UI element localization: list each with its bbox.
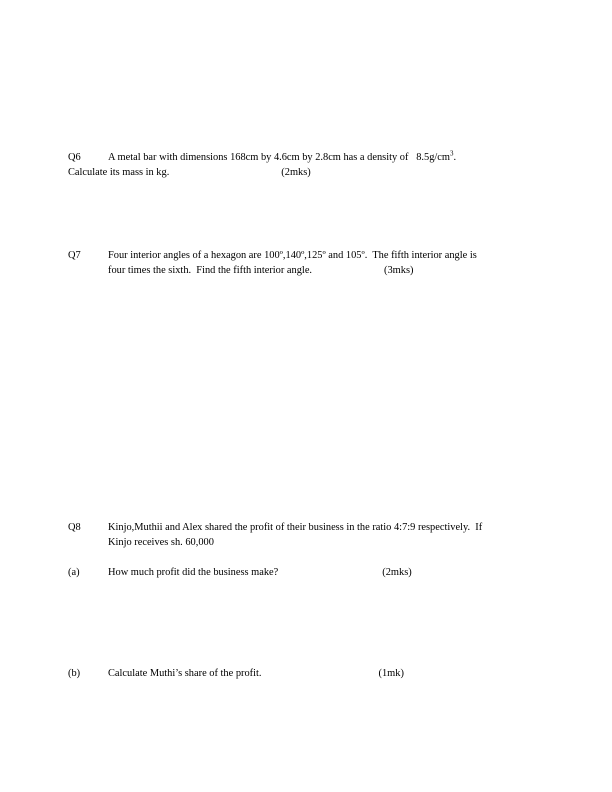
question-q6-density-value: 8.5g/cm <box>416 152 450 163</box>
question-q6-period: . <box>453 152 457 163</box>
question-q8b-body <box>108 666 546 681</box>
question-q8-line1: Kinjo,Muthii and Alex shared the profit of their business in the ratio 4:7:9 respectively. If <box>108 522 483 533</box>
question-block-q6 <box>68 150 538 180</box>
question-number-q6: Q6 <box>68 152 81 163</box>
question-q7-instruction: four times the sixth. Find the fifth interior angle. <box>108 265 313 277</box>
question-q6-line2 <box>68 165 538 180</box>
question-q6-superscript: 3 <box>449 149 454 158</box>
question-q7-line1: Four interior angles of a hexagon are 100º,140º,125º and 105º. The fifth interior angle is <box>108 250 477 261</box>
question-block-q8 <box>68 520 546 550</box>
question-q6-line1 <box>108 150 538 165</box>
question-q8b-text: Calculate Muthi’s share of the profit. <box>108 668 262 679</box>
question-q8a-body <box>108 565 546 580</box>
question-q6-instruction: Calculate its mass in kg. <box>68 167 170 179</box>
question-number-q7: Q7 <box>68 250 81 261</box>
question-q8a-label: (a) <box>68 567 80 578</box>
question-body-q7 <box>108 248 546 278</box>
question-q6-marks: (2mks) <box>281 167 311 179</box>
question-q6-text-part1: A metal bar with dimensions 168cm by 4.6cm by 2.8cm has a density of <box>108 152 409 163</box>
question-q8b-marks: (1mk) <box>378 668 404 679</box>
question-q8-line2: Kinjo receives sh. 60,000 <box>108 537 214 549</box>
question-body-q8 <box>108 520 546 550</box>
question-q8a-text: How much profit did the business make? <box>108 567 279 578</box>
question-part-q8a <box>68 565 546 580</box>
question-q8b-label: (b) <box>68 668 81 679</box>
question-q7-marks: (3mks) <box>384 265 414 277</box>
question-q8a-marks: (2mks) <box>382 567 412 578</box>
question-q8b-line <box>108 666 546 681</box>
question-part-q8b <box>68 666 546 681</box>
question-number-q8: Q8 <box>68 522 81 533</box>
question-block-q7 <box>68 248 546 278</box>
question-q7-line2 <box>108 263 546 278</box>
question-q8a-line <box>108 565 546 580</box>
